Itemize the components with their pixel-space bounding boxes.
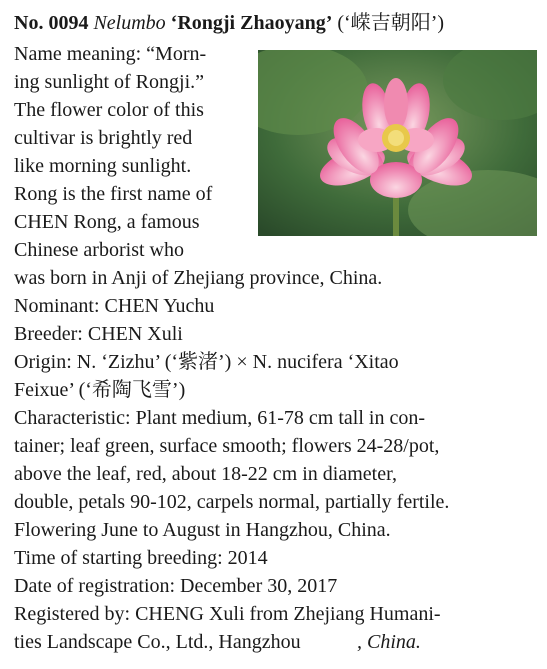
text-line: Flowering June to August in Hangzhou, China.: [14, 519, 391, 541]
text-line: like morning sunlight.: [14, 155, 192, 177]
text-line: CHEN Rong, a famous: [14, 211, 200, 233]
text-line: The flower color of this: [14, 99, 204, 121]
text-line: above the leaf, red, about 18-22 cm in diameter,: [14, 463, 397, 485]
genus-name: Nelumbo: [93, 12, 166, 34]
text-line: cultivar is brightly red: [14, 127, 193, 149]
text-line: Origin: N. ‘Zizhu’ (‘紫渚’) × N. nucifera ‘Xitao: [14, 351, 399, 373]
text-line: double, petals 90-102, carpels normal, partially fertile.: [14, 491, 450, 513]
text-line: ing sunlight of Rongji.”: [14, 71, 204, 93]
text-line: ties Landscape Co., Ltd., Hangzhou: [14, 631, 301, 653]
text-line: Date of registration: December 30, 2017: [14, 575, 338, 597]
text-line: Feixue’ (‘希陶飞雪’): [14, 379, 186, 401]
text-line: Breeder: CHEN Xuli: [14, 323, 183, 345]
text-line: Time of starting breeding: 2014: [14, 547, 268, 569]
entry-number: No. 0094: [14, 12, 89, 34]
text-line: , China.: [357, 631, 421, 653]
text-line: Rong is the first name of: [14, 183, 213, 205]
text-line: tainer; leaf green, surface smooth; flowers 24-28/pot,: [14, 435, 440, 457]
text-line: Registered by: CHENG Xuli from Zhejiang Humani-: [14, 603, 441, 625]
text-line: Characteristic: Plant medium, 61-78 cm tall in con-: [14, 407, 426, 429]
text-line: Nominant: CHEN Yuchu: [14, 295, 215, 317]
text-line: Chinese arborist who: [14, 239, 184, 261]
chinese-name: (‘嵘吉朝阳’): [337, 12, 445, 34]
lotus-flower-photo: [258, 50, 537, 236]
text-line: Name meaning: “Morn-: [14, 43, 207, 65]
entry-header: [14, 10, 444, 36]
text-line: was born in Anji of Zhejiang province, China.: [14, 267, 383, 289]
cultivar-name: ‘Rongji Zhaoyang’: [170, 12, 333, 34]
